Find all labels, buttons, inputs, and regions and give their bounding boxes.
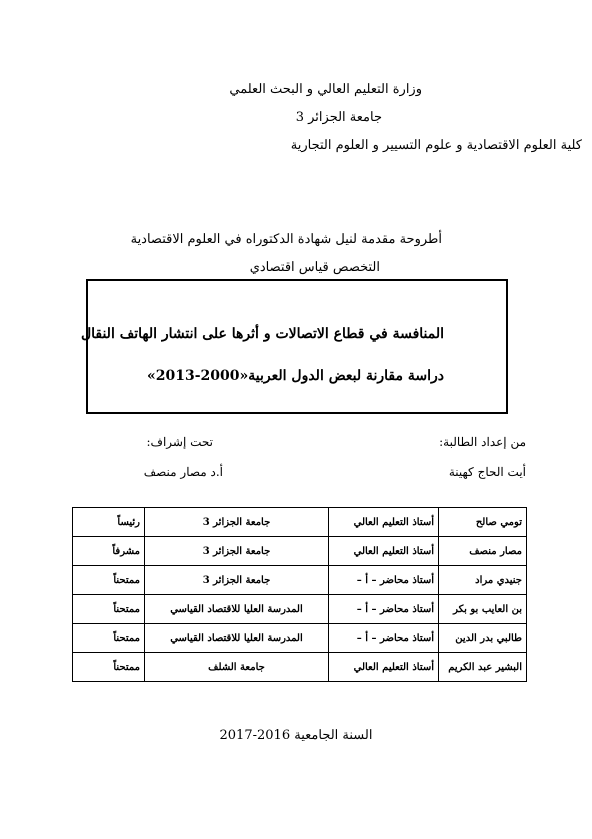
- table-row: [73, 653, 527, 682]
- jury-institution: المدرسة العليا للاقتصاد القياسي: [145, 595, 329, 624]
- jury-role: ممتحناً: [73, 566, 145, 595]
- table-row: [73, 508, 527, 537]
- table-row: [73, 624, 527, 653]
- jury-rank: أستاذ محاضر – أ –: [329, 595, 439, 624]
- jury-role: ممتحناً: [73, 624, 145, 653]
- jury-rank: أستاذ التعليم العالي: [329, 537, 439, 566]
- jury-role: ممتحناً: [73, 653, 145, 682]
- thesis-title-main: المنافسة في قطاع الاتصالات و أثرها على انتشار الهاتف النقال: [80, 326, 444, 342]
- thesis-specialty: التخصص قياس اقتصادي: [249, 260, 380, 275]
- jury-name: البشير عبد الكريم: [439, 653, 527, 682]
- university-name: جامعة الجزائر 3: [295, 110, 382, 125]
- jury-name: طالبي بدر الدين: [439, 624, 527, 653]
- academic-year: السنة الجامعية 2016-2017: [219, 728, 373, 743]
- thesis-title-sub: دراسة مقارنة لبعض الدول العربية«2000-2013»: [147, 368, 444, 384]
- jury-rank: أستاذ محاضر – أ –: [329, 624, 439, 653]
- jury-institution: جامعة الجزائر 3: [145, 566, 329, 595]
- jury-table: [72, 507, 527, 682]
- title-box: [80, 279, 508, 414]
- jury-rank: أستاذ التعليم العالي: [329, 508, 439, 537]
- jury-role: رئيساً: [73, 508, 145, 537]
- jury-name: تومي صالح: [439, 508, 527, 537]
- jury-institution: جامعة الجزائر 3: [145, 537, 329, 566]
- thesis-block: [131, 226, 442, 282]
- faculty-name: كلية العلوم الاقتصادية و علوم التسيير و العلوم التجارية: [290, 138, 582, 153]
- table-row: [73, 595, 527, 624]
- jury-rank: أستاذ محاضر – أ –: [329, 566, 439, 595]
- supervisor-label: تحت إشراف:: [146, 435, 213, 449]
- student-name: أيت الحاج كهينة: [448, 465, 526, 479]
- jury-name: بن العايب بو بكر: [439, 595, 527, 624]
- jury-institution: جامعة الشلف: [145, 653, 329, 682]
- jury-role: مشرفاً: [73, 537, 145, 566]
- jury-institution: المدرسة العليا للاقتصاد القياسي: [145, 624, 329, 653]
- jury-institution: جامعة الجزائر 3: [145, 508, 329, 537]
- prepared-by-label: من إعداد الطالبة:: [439, 435, 526, 449]
- table-row: [73, 566, 527, 595]
- header-block: [229, 76, 582, 160]
- jury-role: ممتحناً: [73, 595, 145, 624]
- supervisor-name: أ.د مصار منصف: [143, 465, 223, 479]
- ministry-name: وزارة التعليم العالي و البحث العلمي: [229, 82, 422, 97]
- jury-name: مصار منصف: [439, 537, 527, 566]
- thesis-degree-line: أطروحة مقدمة لنيل شهادة الدكتوراه في العلوم الاقتصادية: [130, 232, 442, 247]
- jury-rank: أستاذ التعليم العالي: [329, 653, 439, 682]
- table-row: [73, 537, 527, 566]
- jury-name: جنيدي مراد: [439, 566, 527, 595]
